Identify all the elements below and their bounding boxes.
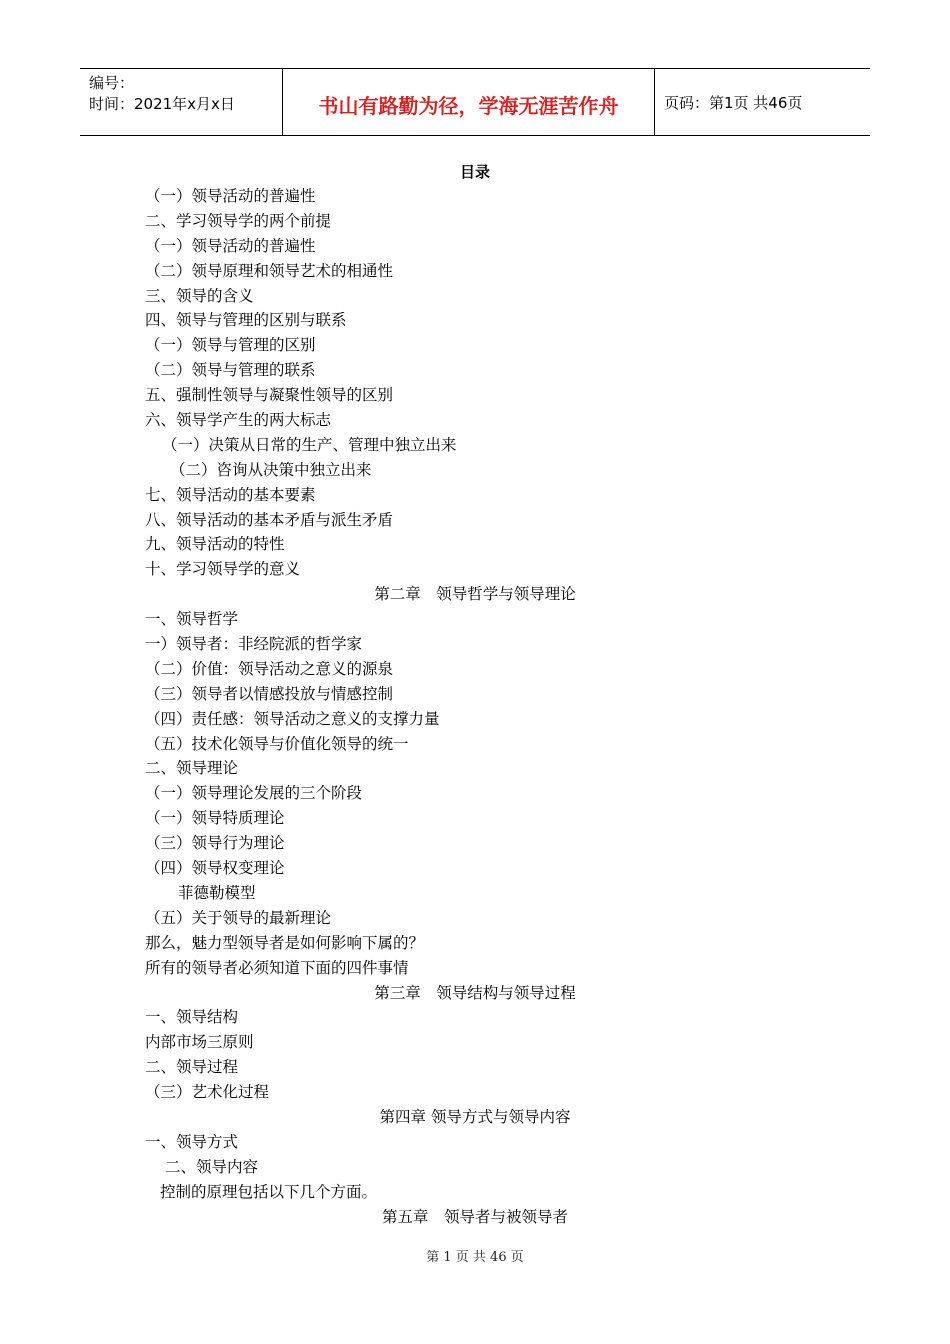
toc-entry: 四、领导与管理的区别与联系 [145,311,347,330]
toc-entry: （一）领导与管理的区别 [145,336,316,355]
toc-entry: （二）领导原理和领导艺术的相通性 [145,261,394,280]
header-meta [80,69,282,135]
toc-entry: （三）领导者以情感投放与情感控制 [145,684,394,703]
toc-entry: 八、领导活动的基本矛盾与派生矛盾 [145,510,394,529]
page-header [80,68,870,136]
toc-entry: 二、领导内容 [165,1157,259,1176]
toc-entry: （一）领导活动的普遍性 [145,236,316,255]
toc-entry: 一、领导结构 [145,1008,239,1027]
toc-entry: （一）领导理论发展的三个阶段 [145,784,363,803]
toc-entry: 五、强制性领导与凝聚性领导的区别 [145,386,394,405]
toc-entry: 十、学习领导学的意义 [145,560,301,579]
toc-entry: 一、领导方式 [145,1132,239,1151]
document-number-label: 编号： [89,74,135,92]
toc-chapter-heading: 第二章 领导哲学与领导理论 [374,585,576,604]
toc-entry: （五）关于领导的最新理论 [145,908,332,927]
toc-title: 目录 [459,163,490,181]
toc-entry: （一）领导活动的普遍性 [145,187,316,205]
toc-chapter-heading: 第五章 领导者与被领导者 [381,1207,568,1226]
toc-entry: （一）领导特质理论 [145,809,285,828]
toc-list [0,184,950,1229]
toc-entry: 二、学习领导学的两个前提 [145,211,332,230]
toc-entry: （二）价值：领导活动之意义的源泉 [145,659,394,678]
toc-entry: （四）领导权变理论 [145,859,285,878]
toc-entry: 那么，魅力型领导者是如何影响下属的？ [145,933,425,952]
toc-entry: （四）责任感：领导活动之意义的支撑力量 [145,709,440,728]
document-time-label: 时间：2021年x月x日 [89,95,235,113]
toc-entry: 一）领导者：非经院派的哲学家 [145,635,363,654]
toc-entry: 所有的领导者必须知道下面的四件事情 [145,958,409,977]
toc-chapter-heading: 第三章 领导结构与领导过程 [374,983,576,1002]
toc-entry: 二、领导过程 [145,1058,239,1077]
toc-entry: 三、领导的含义 [145,286,254,305]
toc-entry: （二）领导与管理的联系 [145,361,316,380]
header-motto: 书山有路勤为径，学海无涯苦作舟 [282,69,655,135]
toc-entry: 六、领导学产生的两大标志 [145,411,332,430]
toc-entry: （三）领导行为理论 [145,834,285,853]
toc-entry: （五）技术化领导与价值化领导的统一 [145,734,409,753]
toc-entry: 七、领导活动的基本要素 [145,485,316,504]
header-page-info: 页码：第1页 共46页 [664,93,803,112]
toc-entry: 一、领导哲学 [145,610,239,629]
toc-entry: 九、领导活动的特性 [145,535,285,554]
page-footer: 第 1 页 共 46 页 [426,1250,524,1265]
toc-entry: 内部市场三原则 [145,1033,254,1052]
toc-chapter-heading: 第四章 领导方式与领导内容 [379,1107,571,1126]
toc-entry: （三）艺术化过程 [145,1083,270,1102]
toc-entry: 控制的原理包括以下几个方面。 [160,1182,378,1201]
toc-entry: 菲德勒模型 [178,883,256,902]
toc-entry: （二）咨询从决策中独立出来 [170,460,372,479]
toc-entry: 二、领导理论 [145,759,239,778]
toc-entry: （一）决策从日常的生产、管理中独立出来 [162,435,457,454]
